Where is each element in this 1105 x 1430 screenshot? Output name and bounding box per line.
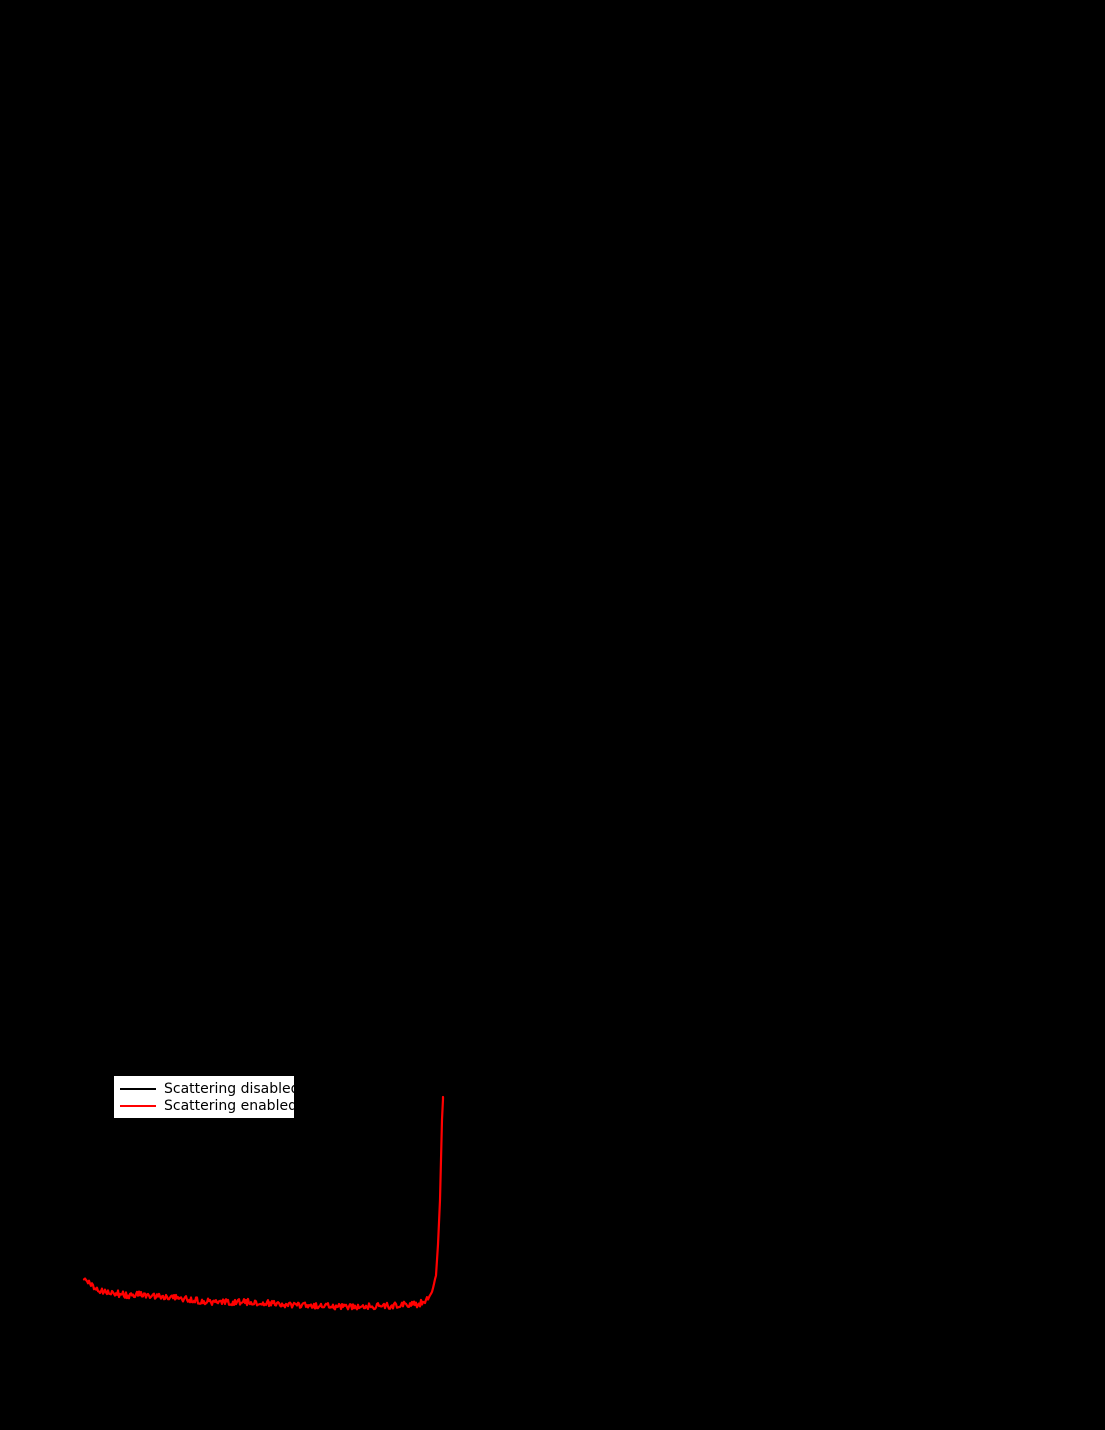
legend-swatch-scattering-disabled [120, 1088, 156, 1090]
legend-label-scattering-enabled: Scattering enabled [164, 1097, 297, 1114]
legend-label-scattering-disabled: Scattering disabled [164, 1080, 300, 1097]
legend-item-scattering-disabled[interactable] [120, 1080, 300, 1097]
legend-swatch-scattering-enabled [120, 1105, 156, 1107]
legend-item-scattering-enabled[interactable] [120, 1097, 297, 1114]
chart-legend [113, 1075, 300, 1119]
